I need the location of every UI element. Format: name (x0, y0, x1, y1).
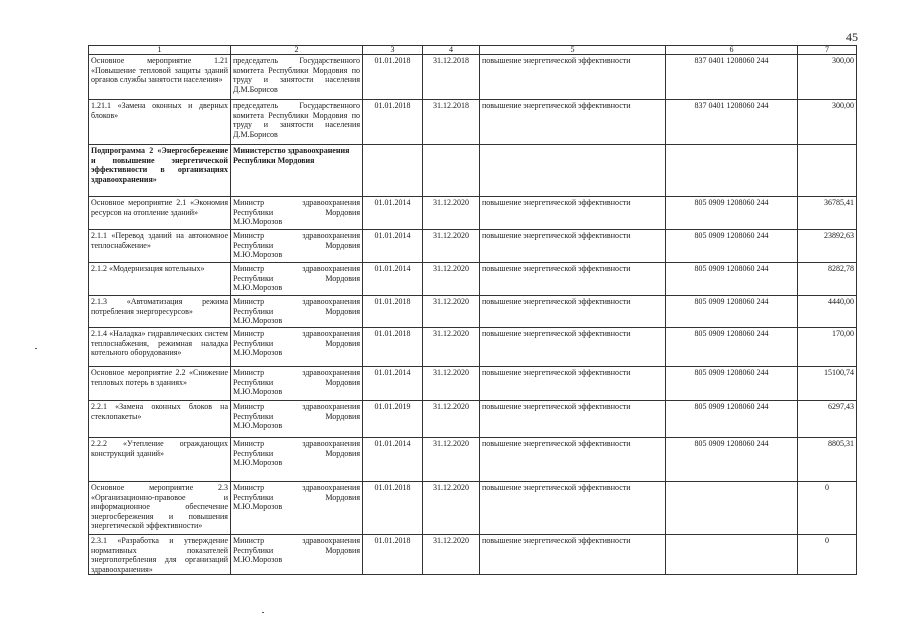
column-number: 7 (798, 46, 857, 55)
measure-name: 2.2.2 «Утепление ограждающих конструкций зданий» (89, 438, 231, 482)
expected-result: повышение энергетической эффективности (480, 535, 666, 575)
funding-amount (798, 145, 857, 197)
executor: председатель Государственного комитета Республики Мордовия по труду и занятости населения Д.М.Борисов (231, 100, 363, 145)
table-row (89, 197, 857, 230)
column-number: 1 (89, 46, 231, 55)
budget-code: 805 0909 1208060 244 (666, 438, 798, 482)
executor: Министерство здравоохранения Республики Мордовия (231, 145, 363, 197)
budget-code: 805 0909 1208060 244 (666, 328, 798, 367)
budget-code (666, 482, 798, 535)
table-row (89, 328, 857, 367)
end-date: 31.12.2018 (423, 55, 480, 100)
program-table (88, 45, 857, 575)
end-date: 31.12.2020 (423, 230, 480, 263)
scan-speck (262, 612, 264, 613)
executor: Министр здравоохранения Республики Мордовия М.Ю.Морозов (231, 263, 363, 296)
budget-code: 837 0401 1208060 244 (666, 55, 798, 100)
start-date: 01.01.2018 (363, 100, 423, 145)
start-date: 01.01.2014 (363, 438, 423, 482)
funding-amount: 0 (798, 535, 857, 575)
measure-name: Основное мероприятие 2.3 «Организационно-правовое и информационное обеспечение энергосбережения и повышения энергетической эффективности» (89, 482, 231, 535)
executor: Министр здравоохранения Республики Мордовия М.Ю.Морозов (231, 438, 363, 482)
table-row (89, 263, 857, 296)
start-date: 01.01.2014 (363, 197, 423, 230)
funding-amount: 300,00 (798, 100, 857, 145)
end-date: 31.12.2020 (423, 263, 480, 296)
executor: председатель Государственного комитета Республики Мордовия по труду и занятости населения Д.М.Борисов (231, 55, 363, 100)
start-date: 01.01.2018 (363, 296, 423, 328)
measure-name: 2.1.4 «Наладка» гидравлических систем теплоснабжения, режимная наладка котельного оборудования» (89, 328, 231, 367)
measure-name: Основное мероприятие 2.1 «Экономия ресурсов на отопление зданий» (89, 197, 231, 230)
table-row (89, 482, 857, 535)
expected-result: повышение энергетической эффективности (480, 367, 666, 401)
column-number: 2 (231, 46, 363, 55)
subprogram-name: Подпрограмма 2 «Энергосбережение и повышение энергетической эффективности в организациях здравоохранения» (89, 145, 231, 197)
funding-amount: 4440,00 (798, 296, 857, 328)
page-number: 45 (846, 30, 858, 44)
table-row (89, 145, 857, 197)
funding-amount: 23892,63 (798, 230, 857, 263)
executor: Министр здравоохранения Республики Мордовия М.Ю.Морозов (231, 230, 363, 263)
end-date: 31.12.2020 (423, 482, 480, 535)
funding-amount: 300,00 (798, 55, 857, 100)
scan-speck (35, 348, 37, 349)
start-date: 01.01.2014 (363, 263, 423, 296)
column-number: 4 (423, 46, 480, 55)
expected-result: повышение энергетической эффективности (480, 55, 666, 100)
expected-result: повышение энергетической эффективности (480, 296, 666, 328)
budget-code: 805 0909 1208060 244 (666, 263, 798, 296)
executor: Министр здравоохранения Республики Мордовия М.Ю.Морозов (231, 535, 363, 575)
funding-amount: 0 (798, 482, 857, 535)
end-date: 31.12.2020 (423, 401, 480, 438)
executor: Министр здравоохранения Республики Мордовия М.Ю.Морозов (231, 401, 363, 438)
measure-name: 2.1.2 «Модернизация котельных» (89, 263, 231, 296)
expected-result: повышение энергетической эффективности (480, 197, 666, 230)
measure-name: 2.1.1 «Перевод зданий на автономное теплоснабжение» (89, 230, 231, 263)
executor: Министр здравоохранения Республики Мордовия М.Ю.Морозов (231, 367, 363, 401)
funding-amount: 8282,78 (798, 263, 857, 296)
measure-name: 2.1.3 «Автоматизация режима потребления энергоресурсов» (89, 296, 231, 328)
executor: Министр здравоохранения Республики Мордовия М.Ю.Морозов (231, 296, 363, 328)
end-date: 31.12.2020 (423, 296, 480, 328)
table-row (89, 438, 857, 482)
funding-amount: 36785,41 (798, 197, 857, 230)
start-date (363, 145, 423, 197)
start-date: 01.01.2014 (363, 367, 423, 401)
expected-result (480, 145, 666, 197)
end-date: 31.12.2020 (423, 367, 480, 401)
end-date: 31.12.2020 (423, 438, 480, 482)
column-number: 6 (666, 46, 798, 55)
expected-result: повышение энергетической эффективности (480, 438, 666, 482)
budget-code: 805 0909 1208060 244 (666, 401, 798, 438)
measure-name: Основное мероприятие 2.2 «Снижение тепловых потерь в зданиях» (89, 367, 231, 401)
end-date: 31.12.2018 (423, 100, 480, 145)
executor: Министр здравоохранения Республики Мордовия М.Ю.Морозов (231, 328, 363, 367)
expected-result: повышение энергетической эффективности (480, 482, 666, 535)
measure-name: Основное мероприятие 1.21 «Повышение тепловой защиты зданий органов службы занятости населения» (89, 55, 231, 100)
end-date: 31.12.2020 (423, 328, 480, 367)
table-row (89, 100, 857, 145)
budget-code: 805 0909 1208060 244 (666, 197, 798, 230)
start-date: 01.01.2018 (363, 535, 423, 575)
expected-result: повышение энергетической эффективности (480, 230, 666, 263)
expected-result: повышение энергетической эффективности (480, 328, 666, 367)
start-date: 01.01.2019 (363, 401, 423, 438)
table-row (89, 230, 857, 263)
end-date (423, 145, 480, 197)
column-number: 5 (480, 46, 666, 55)
table-row (89, 55, 857, 100)
column-number-row (89, 46, 857, 55)
end-date: 31.12.2020 (423, 535, 480, 575)
measure-name: 1.21.1 «Замена оконных и дверных блоков» (89, 100, 231, 145)
executor: Министр здравоохранения Республики Мордовия М.Ю.Морозов (231, 482, 363, 535)
budget-code (666, 145, 798, 197)
expected-result: повышение энергетической эффективности (480, 100, 666, 145)
column-number: 3 (363, 46, 423, 55)
table-row (89, 535, 857, 575)
start-date: 01.01.2014 (363, 230, 423, 263)
budget-code: 805 0909 1208060 244 (666, 230, 798, 263)
funding-amount: 6297,43 (798, 401, 857, 438)
expected-result: повышение энергетической эффективности (480, 263, 666, 296)
funding-amount: 170,00 (798, 328, 857, 367)
start-date: 01.01.2018 (363, 328, 423, 367)
start-date: 01.01.2018 (363, 55, 423, 100)
start-date: 01.01.2018 (363, 482, 423, 535)
measure-name: 2.3.1 «Разработка и утверждение нормативных показателей энергопотребления для организаций здравоохранения» (89, 535, 231, 575)
budget-code: 837 0401 1208060 244 (666, 100, 798, 145)
budget-code: 805 0909 1208060 244 (666, 367, 798, 401)
budget-code (666, 535, 798, 575)
table-row (89, 401, 857, 438)
budget-code: 805 0909 1208060 244 (666, 296, 798, 328)
end-date: 31.12.2020 (423, 197, 480, 230)
table-row (89, 296, 857, 328)
expected-result: повышение энергетической эффективности (480, 401, 666, 438)
table-row (89, 367, 857, 401)
executor: Министр здравоохранения Республики Мордовия М.Ю.Морозов (231, 197, 363, 230)
measure-name: 2.2.1 «Замена оконных блоков на стеклопакеты» (89, 401, 231, 438)
funding-amount: 15100,74 (798, 367, 857, 401)
funding-amount: 8805,31 (798, 438, 857, 482)
